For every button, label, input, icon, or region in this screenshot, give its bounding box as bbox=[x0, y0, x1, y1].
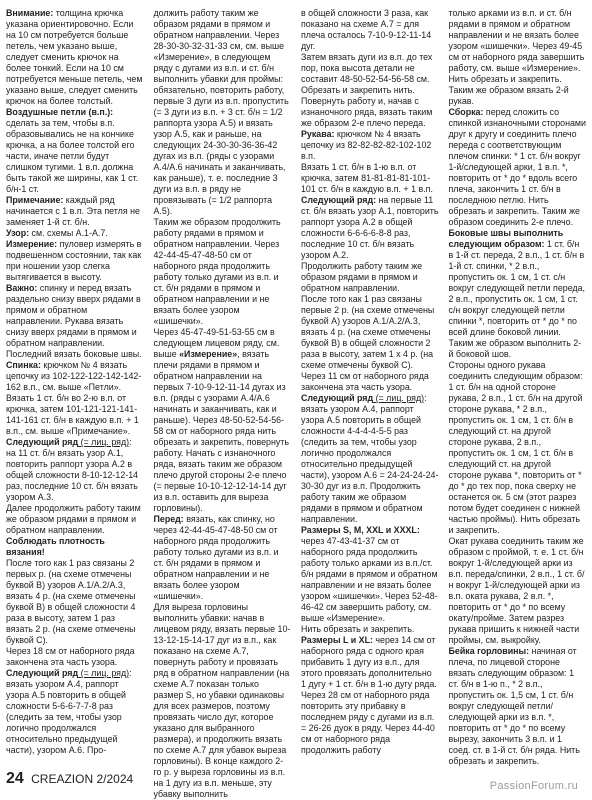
front-paragraph bbox=[154, 514, 292, 602]
col2-text-4: Для выреза горловины выполнить убавки: начав в лицевом ряду, вязать первые 10-13-12-15-14-17 дуг из в.п., как показано на схеме А.7, повернуть работу и провязать ряд в обратном направлении (на схеме А.7 показан только размер S, но убавки одинаковы для всех размеров, поэтому провязать число дуг, которое указано для выбранного размера), и продолжить вязать по схеме А.7 для убавок выреза горловины). В конце каждого 2-го р. у выреза горловины из в.п. на 1 дугу из в.п. меньше, эту убавку выполнить bbox=[153, 602, 291, 799]
important-text: спинку и перед вязать раздельно снизу вверх рядами в прямом и обратном направлении. Рукава вязать снизу вверх рядами в прямом и обратном направлении. Последний вязать боковые швы. bbox=[6, 283, 142, 359]
sizes-2-paragraph bbox=[301, 635, 439, 690]
col4-text-1: только арками из в.п. и ст. б/н рядами в прямом и обратном направлении и не вязать более узором «шишечки». Через 49-45 см от наборного ряда завершить работу, см. выше «Измерение». Нить обрезать и закрепить. Таким же образом вязать 2-й рукав. bbox=[448, 8, 585, 106]
sleeve-next-row-2-paragraph bbox=[301, 393, 439, 525]
neckband-heading: Бейка горловины: bbox=[448, 646, 530, 656]
col4-text-3: Окат рукава соединить таким же образом с проймой, т. е. 1 ст. б/н вокруг 1-й/следующей арки из в.п. переда/спинки, 2 в.п., 1 ст. б/н вокруг 1-й/следующей арки из в.п. оката рукава, 2 в.п. *, повторить от * до * по всему окату/пройме. Затем разрез рукава пришить к нижней части проймы, см. выкройку. bbox=[448, 536, 585, 645]
pattern-text: см. схемы А.1-А.7. bbox=[29, 228, 108, 238]
back-heading: Спинка: bbox=[6, 360, 41, 370]
after-text: После того как 1 раз связаны 2 первых р. (на схеме отмечены буквой В) узоров А.1/А.2/А.3, вязать 4 р. (на схеме отмечены буквой В) в общей сложности 4 раза в высоту, затем 1 раз вязать 2 р. (на схеме отмечены буквой С). bbox=[6, 558, 136, 645]
next-row-mark: (= лиц. ряд) bbox=[78, 437, 130, 447]
front-text: вязать, как спинку, но через 42-44-45-47-48-50 см от наборного ряда продолжить работу только дугами из в.п. и ст. б/н рядами в прямом и обратном направлении и не вязать более узором «шишечки». bbox=[153, 514, 279, 601]
col4-paragraph-3 bbox=[449, 536, 587, 646]
front-heading: Перед: bbox=[153, 514, 184, 524]
page-number: 24 bbox=[6, 770, 24, 787]
side-seams-heading: Боковые швы выполнить следующим образом: bbox=[448, 228, 564, 249]
col3-paragraph-8 bbox=[301, 624, 439, 635]
col3-paragraph-3 bbox=[301, 96, 439, 129]
col3-text-5: Продолжить работу таким же образом рядами в прямом и обратном направлении. bbox=[301, 261, 423, 293]
important-heading: Важно: bbox=[6, 283, 38, 293]
air-loops-heading: Воздушные петли (в.п.): bbox=[6, 107, 114, 117]
col2-paragraph-1 bbox=[154, 8, 292, 217]
assembly-heading: Сборка: bbox=[448, 107, 484, 117]
sleeve-next-row-2-text: : вязать узором А.4, раппорт узора А.5 повторить в общей сложности 4-4-4-4-5-5 раз (следить за тем, чтобы узор логично продолжался относительно предыдущей части), узором А.6 = 24-24-24-24-30-30 дуг из в.п. Продолжить работу таким же образом рядами в прямом и обратном направлении. bbox=[301, 393, 439, 524]
continue-text: Далее продолжить работу таким же образом рядами в прямом и обратном направлении. bbox=[6, 503, 141, 535]
important-paragraph bbox=[6, 283, 144, 360]
note-paragraph bbox=[6, 195, 144, 228]
col2-text-2: Таким же образом продолжить работу рядами в прямом и обратном направлении. Через 42-44-45-47-48-50 см от наборного ряда продолжить работу только дугами из в.п. и ст. б/н рядами в прямом и обратном направлении и не вязать более узором «шишечки». bbox=[153, 217, 281, 326]
col3-text-9: Через 28 см от наборного ряда повторить эту прибавку в последнем ряду с дугами из в.п. = 26-26 дуок в ряду. Через 44-40 см от наборного ряда продолжить работу bbox=[301, 690, 435, 755]
sleeve-next-row-2-heading: Следующий ряд bbox=[301, 393, 374, 403]
neckband-paragraph bbox=[449, 646, 587, 767]
col3-paragraph-9 bbox=[301, 690, 439, 756]
column-4 bbox=[448, 8, 587, 766]
col3-text-7: Через 11 см от наборного ряда закончена эта часть узора. bbox=[301, 371, 429, 392]
assembly-paragraph bbox=[449, 107, 587, 228]
col3-paragraph-4 bbox=[301, 162, 439, 195]
next-row-2-mark: (= лиц. ряд) bbox=[78, 668, 130, 678]
sleeve-paragraph bbox=[301, 129, 439, 162]
back-text: крючком № 4 вязать цепочку из 102-122-122-142-142-162 в.п., см. выше «Петли». Вязать 1 ст. б/н во 2-ю в.п. от крючка, затем 101-121-121-141-141-161 ст. б/н в каждую в.п. + 1 в.п., см. выше «Примечание». bbox=[6, 360, 142, 436]
col3-paragraph-1 bbox=[301, 8, 439, 52]
col2-text-3a: Через 45-47-49-51-53-55 см в следующем лицевом ряду, см. выше bbox=[153, 327, 280, 359]
after18-text: Через 18 см от наборного ряда закончена эта часть узора. bbox=[6, 646, 135, 667]
continue-paragraph bbox=[6, 503, 144, 558]
col2-paragraph-2 bbox=[154, 217, 292, 327]
col4-paragraph-1 bbox=[449, 8, 587, 107]
col2-text-1: должить работу таким же образом рядами в прямом и обратном направлении. Через 28-30-30-32-31-33 см, см. выше «Измерение», в следующем ряду с дугами из в.п. и ст. б/н выполнить убавки для проймы: обязательно, повторить работу, первые 3 дуги из в.п. пропустить (= 3 дуги из в.п. + 3 ст. б/н = 1/2 раппорта узора А.5) и вязать узор А.5, как и раньше, на следующих 24-30-30-36-36-42 дугах из в.п. (ряды с узорами А.4/А.6 начинать и заканчивать, как раньше), т. е. последние 3 дуги из в.п. в ряду не провязывать (= 1/2 раппорта А.5). bbox=[153, 8, 289, 216]
col3-paragraph-6 bbox=[301, 294, 439, 371]
column-2 bbox=[153, 8, 292, 799]
col4-paragraph-2 bbox=[449, 360, 587, 536]
col3-text-8: Нить обрезать и закрепить. bbox=[301, 624, 415, 634]
column-3 bbox=[301, 8, 439, 754]
side-seams-paragraph bbox=[449, 228, 587, 360]
magazine-issue: CREAZION 2/2024 bbox=[31, 772, 134, 786]
measure-paragraph bbox=[6, 239, 144, 283]
measure-heading: Измерение: bbox=[6, 239, 58, 249]
sleeve-next-row-paragraph bbox=[301, 195, 439, 261]
sizes-paragraph bbox=[301, 525, 439, 624]
col2-paragraph-3 bbox=[154, 327, 292, 514]
column-1 bbox=[6, 8, 144, 754]
next-row-2-heading: Следующий ряд bbox=[6, 668, 79, 678]
back-paragraph bbox=[6, 360, 144, 437]
note-heading: Примечание: bbox=[6, 195, 64, 205]
air-loops-text: сделать за тем, чтобы в.п. образовывались не на кончике крючка, а на более толстой его части, иначе петли будут слишком тугими. 1 в.п. должна быть такой же ширины, как 1 ст. б/н-1 ст. bbox=[6, 118, 139, 194]
next-row-heading: Следующий ряд bbox=[6, 437, 79, 447]
assembly-text: перед сложить со спинкой изнаночными сторонами друг к другу и соединить плечо переда с соответствующим плечом спинки: * 1 ст. б/н вокруг 1-й/следующей арки, 1 в.п. *, повторить от * до * вдоль всего плеча, закончить 1 ст. б/н в последнюю петлю. Нить обрезать и закрепить. Таким же образом соединить 2-е плечо. bbox=[448, 107, 586, 227]
sleeve-text: крючком № 4 вязать цепочку из 82-82-82-82-102-102 в.п. bbox=[301, 129, 432, 161]
neckband-text: начиная от плеча, по лицевой стороне вязать следующим образом: 1 ст. б/н в 1-ю п., * 2 в.п., пропустить ок. 1,5 см, 1 ст. б/н вокруг следующей петли/следующей арки из в.п. *, повторить от * до * по всему вырезу, закончить 3 в.п. и 1 соед. ст. в 1-й ст. б/н ряда. Нить обрезать и закрепить. bbox=[448, 646, 580, 766]
next-row-2-text: : вязать узором А.4, раппорт узора А.5 повторить в общей сложности 5-6-6-7-7-8 раз (следить за тем, чтобы узор логично продолжался относительно предыдущей части), узором А.6. Про- bbox=[6, 668, 132, 755]
sizes-text: через 47-43-41-37 см от наборного ряда продолжить работу только арками из в.п./ст. б/н рядами в прямом и обратном направлении и не вязать более узором «шишечки». Через 52-48-46-42 см завершить работу, см. выше «Измерение». bbox=[301, 536, 438, 623]
next-row-2-paragraph bbox=[6, 668, 144, 756]
col3-text-3: Повернуть работу и, начав с изнаночного ряда, вязать таким же образом 2-е плечо переда. bbox=[301, 96, 433, 128]
col3-paragraph-5 bbox=[301, 261, 439, 294]
col3-text-2: Затем вязать дуги из в.п. до тех пор, пока высота детали не составит 48-50-52-54-56-58 см. Обрезать и закрепить нить. bbox=[301, 52, 433, 95]
side-seams-text: 1 ст. б/н в 1-й ст. переда, 2 в.п., 1 ст. б/н в 1-й ст. спинки, * 2 в.п., пропустить ок. 1 см, 1 ст. с/н вокруг следующей петли переда, 2 в.п., пропустить ок. 1 см, 1 ст. с/н вокруг следующей петли спинки *, повторить от * до * по всей длине боковой линии. Таким же образом выполнить 2-й боковой шов. bbox=[448, 239, 586, 359]
measure-text: пуловер измерять в подвешенном состоянии, так как при ношении узор слегка вытягивается в высоту. bbox=[6, 239, 142, 282]
measure-reference: «Измерение» bbox=[179, 349, 238, 359]
sizes-2-heading: Размеры L и XL: bbox=[301, 635, 373, 645]
attention-text: толщина крючка указана ориентировочно. Если на 10 см потребуется больше петель, чем указано выше, следует сменить крючок на более тонкий. Если на 10 см потребуется меньше петель, чем указано выше, следует сменить крючок на более толстый. bbox=[6, 8, 143, 106]
pattern-heading: Узор: bbox=[6, 228, 30, 238]
observe-gauge-heading: Соблюдать плотность вязания! bbox=[6, 536, 105, 557]
after-paragraph bbox=[6, 558, 144, 646]
attention-paragraph bbox=[6, 8, 144, 107]
col3-text-6: После того как 1 раз связаны первые 2 р. (на схеме отмечены буквой А) узоров А.1/А.2/А.3, вязать 4 р. (на схеме отмечены буквой В) в общей сложности 2 раза в высоту, затем 1 х 4 р. (на схеме отмечены буквой С). bbox=[301, 294, 435, 370]
pattern-paragraph bbox=[6, 228, 144, 239]
sleeve-heading: Рукава: bbox=[301, 129, 335, 139]
page-footer bbox=[6, 770, 133, 788]
sleeve-next-row-text: на первые 11 ст. б/н вязать узор А.1, повторить раппорт узора А.2 в общей сложности 6-6-6-6-8-8 раз, последние 10 ст. б/н вязать узором А.2. bbox=[301, 195, 439, 260]
sleeve-next-row-heading: Следующий ряд: bbox=[301, 195, 377, 205]
next-row-text: : на 11 ст. б/н вязать узор А.1, повторить раппорт узора А.2 в общей сложности 8-10-12-12-14 раз, последние 10 ст. б/н вязать узором А.3. bbox=[6, 437, 139, 502]
col2-text-3b: , вязать плечи рядами в прямом и обратном направлении на первых 7-10-9-12-11-14 дугах из в.п. (ряды с узорами А.4/А.6 начинать и заканчивать, как и раньше). Через 48-50-52-54-56-58 см от наборного ряда нить обрезать и закрепить, повернуть работу. Начать с изнаночного ряда, вязать таким же образом плечо другой стороны 2-е плечо (= первые 10-10-12-12-14-14 дуг из в.п. оставить для выреза горловины). bbox=[153, 349, 289, 513]
attention-heading: Внимание: bbox=[6, 8, 54, 18]
air-loops-paragraph bbox=[6, 107, 144, 195]
sizes-heading: Размеры S, M, XXL и XXXL: bbox=[301, 525, 420, 535]
sleeve-next-row-2-mark: (= лиц. ряд) bbox=[373, 393, 425, 403]
col3-text-4: Вязать 1 ст. б/н в 1-ю в.п. от крючка, затем 81-81-81-81-101-101 ст. б/н в каждую в.п. + 1 в.п. bbox=[301, 162, 433, 194]
sizes-2-text: через 14 см от наборного ряда с одного края прибавить 1 дугу из в.п., для этого провязать дополнительно 1 дугу + 1 ст. б/н в 1-ю дугу ряда. bbox=[301, 635, 437, 689]
col3-paragraph-2 bbox=[301, 52, 439, 96]
next-row-paragraph bbox=[6, 437, 144, 503]
col3-text-1: в общей сложности 3 раза, как показано на схеме А.7 = для плеча осталось 7-10-9-12-11-14 дуг. bbox=[301, 8, 432, 51]
note-text: каждый ряд начинается с 1 в.п. Эта петля не заменяет 1-й ст. б/н. bbox=[6, 195, 140, 227]
site-watermark: PassionForum.ru bbox=[489, 780, 578, 792]
col3-paragraph-7 bbox=[301, 371, 439, 393]
col2-paragraph-4 bbox=[154, 602, 292, 800]
after18-paragraph bbox=[6, 646, 144, 668]
col4-text-2: Стороны одного рукава соединить следующим образом: 1 ст. б/н на одной стороне рукава, 2 в.п., 1 ст. б/н на другой стороне рукава, * 2 в.п., пропустить ок. 1 см, 1 ст. б/н в следующий ст. на другой стороне рукава, 2 в.п., пропустить ок. 1 см, 1 ст. б/н в следующий ст. на другой стороне рукава *, повторить от * до * до тех пор, пока сверху не останется ок. 5 см (этот разрез потом будет соединен с нижней частью проймы). Нить обрезать и закрепить. bbox=[448, 360, 583, 535]
